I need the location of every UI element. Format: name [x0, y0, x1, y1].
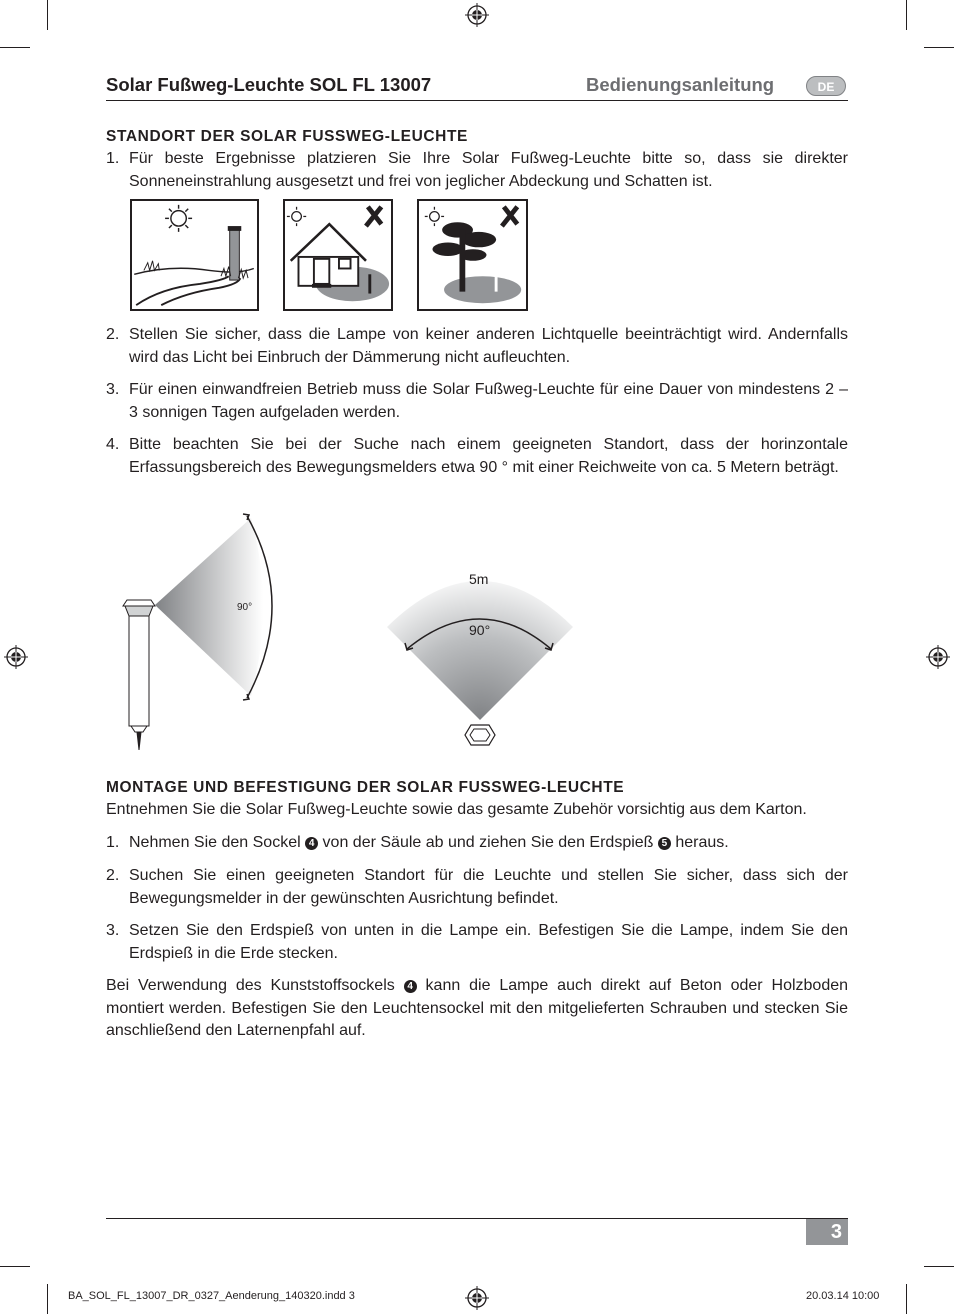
top-view-detection-diagram — [385, 565, 575, 755]
list-number: 2. — [106, 867, 120, 884]
registration-mark-icon — [465, 1286, 489, 1310]
date-slug: 20.03.14 10:00 — [806, 1290, 880, 1302]
tree-shade-illustration — [417, 199, 528, 311]
registration-mark-icon — [465, 3, 489, 27]
registration-mark-icon — [926, 645, 950, 669]
list-number: 3. — [106, 381, 120, 398]
list-item — [106, 379, 848, 424]
part-reference-badge: 4 — [305, 837, 318, 850]
file-slug: BA_SOL_FL_13007_DR_0327_Aenderung_140320.indd 3 — [68, 1290, 355, 1302]
crop-mark — [0, 1266, 30, 1267]
crop-mark — [906, 0, 907, 30]
section-heading-mounting: MONTAGE UND BEFESTIGUNG DER SOLAR FUSSWEG-LEUCHTE — [106, 779, 625, 796]
list-text: Setzen Sie den Erdspieß von unten in die Lampe ein. Befestigen Sie die Lampe, indem Sie den Erdspieß in die Erde stecken. — [129, 922, 848, 962]
list-text: Nehmen Sie den Sockel 4 von der Säule ab und ziehen Sie den Erdspieß 5 heraus. — [129, 834, 729, 851]
side-view-detection-diagram — [115, 510, 290, 755]
part-reference-badge: 4 — [404, 980, 417, 993]
registration-mark-icon — [4, 645, 28, 669]
cross-icon — [366, 207, 381, 226]
sun-icon — [287, 207, 306, 226]
list-text: Suchen Sie einen geeigneten Standort für die Leuchte und stellen Sie sicher, dass sich der Bewegungsmelder in der gewünschten Ausrichtung befindet. — [129, 867, 848, 907]
document-type: Bedienungsanleitung — [586, 74, 775, 95]
footer-rule — [106, 1218, 848, 1219]
header-rule — [106, 100, 848, 101]
crop-mark — [924, 47, 954, 48]
section-heading-location: STANDORT DER SOLAR FUSSWEG-LEUCHTE — [106, 128, 468, 145]
crop-mark — [906, 1284, 907, 1314]
list-text: Für einen einwandfreien Betrieb muss die Solar Fußweg-Leuchte für eine Dauer von mindestens 2 – 3 sonnigen Tagen aufgeladen werden. — [129, 381, 848, 421]
list-number: 1. — [106, 834, 120, 851]
crop-mark — [924, 1266, 954, 1267]
page-number: 3 — [806, 1219, 848, 1245]
crop-mark — [0, 47, 30, 48]
side-angle-label: 90° — [237, 602, 253, 613]
list-number: 2. — [106, 326, 120, 343]
cross-icon — [502, 207, 517, 226]
mounting-note: Bei Verwendung des Kunststoffsockels 4 kann die Lampe auch direkt auf Beton oder Holzboden montiert werden. Befestigen Sie den Leuchtensockel mit den mitgelieferten Schrauben und stecken Sie anschließend den Laternenpfahl auf. — [106, 977, 849, 1039]
list-item — [106, 434, 848, 479]
list-item — [106, 148, 848, 193]
list-text: Für beste Ergebnisse platzieren Sie Ihre Solar Fußweg-Leuchte bitte so, dass sie direkter Sonneneinstrahlung ausgesetzt und frei von jeglicher Abdeckung und Schatten ist. — [129, 150, 848, 190]
list-number: 1. — [106, 150, 120, 167]
crop-mark — [47, 1284, 48, 1314]
crop-mark — [47, 0, 48, 30]
top-angle-label: 90° — [469, 622, 491, 638]
list-item — [106, 324, 848, 369]
document-title: Solar Fußweg-Leuchte SOL FL 13007 — [106, 74, 432, 95]
list-text: Bitte beachten Sie bei der Suche nach einem geeigneten Standort, dass der horinzontale Erfassungsbereich des Bewegungsmelders etwa 90 ° mit einer Reichweite von ca. 5 Metern beträgt. — [129, 436, 848, 476]
range-label: 5m — [469, 571, 489, 587]
list-number: 3. — [106, 922, 120, 939]
list-number: 4. — [106, 436, 120, 453]
sun-icon — [165, 205, 192, 232]
house-shade-illustration — [283, 199, 393, 311]
list-item — [106, 865, 848, 910]
language-badge: DE — [806, 76, 846, 96]
list-text: Stellen Sie sicher, dass die Lampe von keiner anderen Lichtquelle beeinträchtigt wird. Andernfalls wird das Licht bei Einbruch der Dämmerung nicht aufleuchten. — [129, 326, 848, 366]
lamp-icon — [123, 600, 155, 750]
part-reference-badge: 5 — [658, 837, 671, 850]
list-item — [106, 920, 848, 965]
sunny-path-illustration — [130, 199, 259, 311]
sun-icon — [425, 207, 444, 226]
mounting-intro: Entnehmen Sie die Solar Fußweg-Leuchte sowie das gesamte Zubehör vorsichtig aus dem Karton. — [106, 801, 807, 818]
list-item — [106, 832, 848, 855]
